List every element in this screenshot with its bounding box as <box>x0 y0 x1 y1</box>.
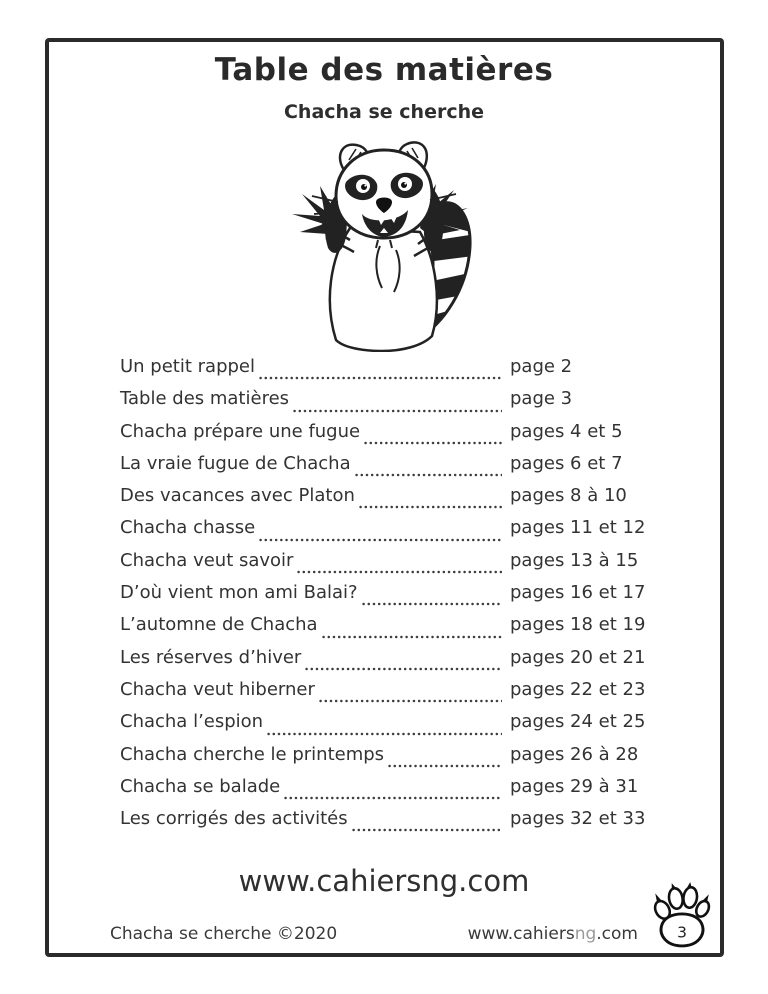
toc-entry-pages: pages 32 et 33 <box>510 808 646 830</box>
toc-entry-title: L’automne de Chacha <box>120 614 318 636</box>
toc-entry-title: Des vacances avec Platon <box>120 485 355 507</box>
toc-entry-pages: pages 13 à 15 <box>510 549 639 571</box>
toc-entry-pages: pages 18 et 19 <box>510 614 646 636</box>
footer-website-url <box>468 924 638 944</box>
raccoon-illustration-icon <box>284 138 484 352</box>
toc-row <box>120 421 648 453</box>
toc-row <box>120 388 648 420</box>
toc-row <box>120 453 648 485</box>
toc-entry-pages: pages 4 et 5 <box>510 420 623 442</box>
toc-dotted-leader <box>351 808 502 840</box>
page-subtitle: Chacha se cherche <box>283 101 485 123</box>
toc-entry-pages: pages 22 et 23 <box>510 678 646 700</box>
toc-row <box>120 614 648 646</box>
toc-entry-pages: pages 20 et 21 <box>510 646 646 668</box>
toc-row <box>120 647 648 679</box>
toc-dotted-leader <box>321 614 502 646</box>
toc-dotted-leader <box>363 421 502 453</box>
toc-entry-pages: pages 29 à 31 <box>510 775 639 797</box>
toc-dotted-leader <box>258 517 502 549</box>
toc-row <box>120 679 648 711</box>
toc-entry-pages: pages 16 et 17 <box>510 582 646 604</box>
toc-dotted-leader <box>304 647 502 679</box>
toc-row <box>120 776 648 808</box>
toc-entry-pages: page 2 <box>510 356 573 377</box>
footer-url-highlight: ng <box>574 924 597 944</box>
toc-entry-title: Chacha cherche le printemps <box>120 743 385 765</box>
toc-row <box>120 582 648 614</box>
toc-row <box>120 808 648 840</box>
toc-entry-title: D’où vient mon ami Balai? <box>120 582 358 604</box>
toc-dotted-leader <box>258 356 502 388</box>
toc-dotted-leader <box>358 485 502 517</box>
toc-entry-pages: page 3 <box>510 388 573 410</box>
toc-entry-pages: pages 11 et 12 <box>510 517 646 539</box>
toc-entry-title: Chacha veut hiberner <box>120 678 315 700</box>
toc-row <box>120 356 648 388</box>
footer-url-prefix: www.cahiers <box>467 924 575 944</box>
toc-row <box>120 517 648 549</box>
toc-entry-title: Chacha se balade <box>120 775 281 797</box>
toc-entry-title: Les réserves d’hiver <box>120 646 302 668</box>
toc-dotted-leader <box>387 744 502 776</box>
toc-entry-pages: pages 6 et 7 <box>510 452 623 474</box>
toc-entry-title: Un petit rappel <box>120 356 255 377</box>
toc-row <box>120 744 648 776</box>
toc-dotted-leader <box>283 776 502 808</box>
toc-entry-pages: pages 8 à 10 <box>510 485 627 507</box>
toc-row <box>120 550 648 582</box>
toc-dotted-leader <box>296 550 502 582</box>
footer-book-credit: Chacha se cherche ©2020 <box>110 924 338 944</box>
toc-dotted-leader <box>361 582 502 614</box>
toc-entry-title: Les corrigés des activités <box>120 808 348 830</box>
page-number: 3 <box>677 923 687 942</box>
toc-dotted-leader <box>354 453 502 485</box>
toc-entry-title: La vraie fugue de Chacha <box>120 452 351 474</box>
toc-entry-title: Chacha l’espion <box>120 711 264 733</box>
toc-entry-pages: pages 24 et 25 <box>510 711 646 733</box>
toc-row <box>120 485 648 517</box>
paw-print-icon <box>650 880 714 950</box>
toc-entry-title: Chacha chasse <box>120 517 256 539</box>
toc-list <box>120 356 648 840</box>
toc-dotted-leader <box>292 388 502 420</box>
toc-row <box>120 711 648 743</box>
toc-entry-title: Table des matières <box>120 388 290 410</box>
toc-entry-title: Chacha prépare une fugue <box>120 420 361 442</box>
footer-url-suffix: .com <box>596 924 638 944</box>
toc-dotted-leader <box>318 679 502 711</box>
page-title: Table des matières <box>214 52 554 88</box>
website-url-large: www.cahiersng.com <box>238 864 530 898</box>
toc-dotted-leader <box>266 711 502 743</box>
toc-entry-pages: pages 26 à 28 <box>510 743 639 765</box>
toc-entry-title: Chacha veut savoir <box>120 549 294 571</box>
